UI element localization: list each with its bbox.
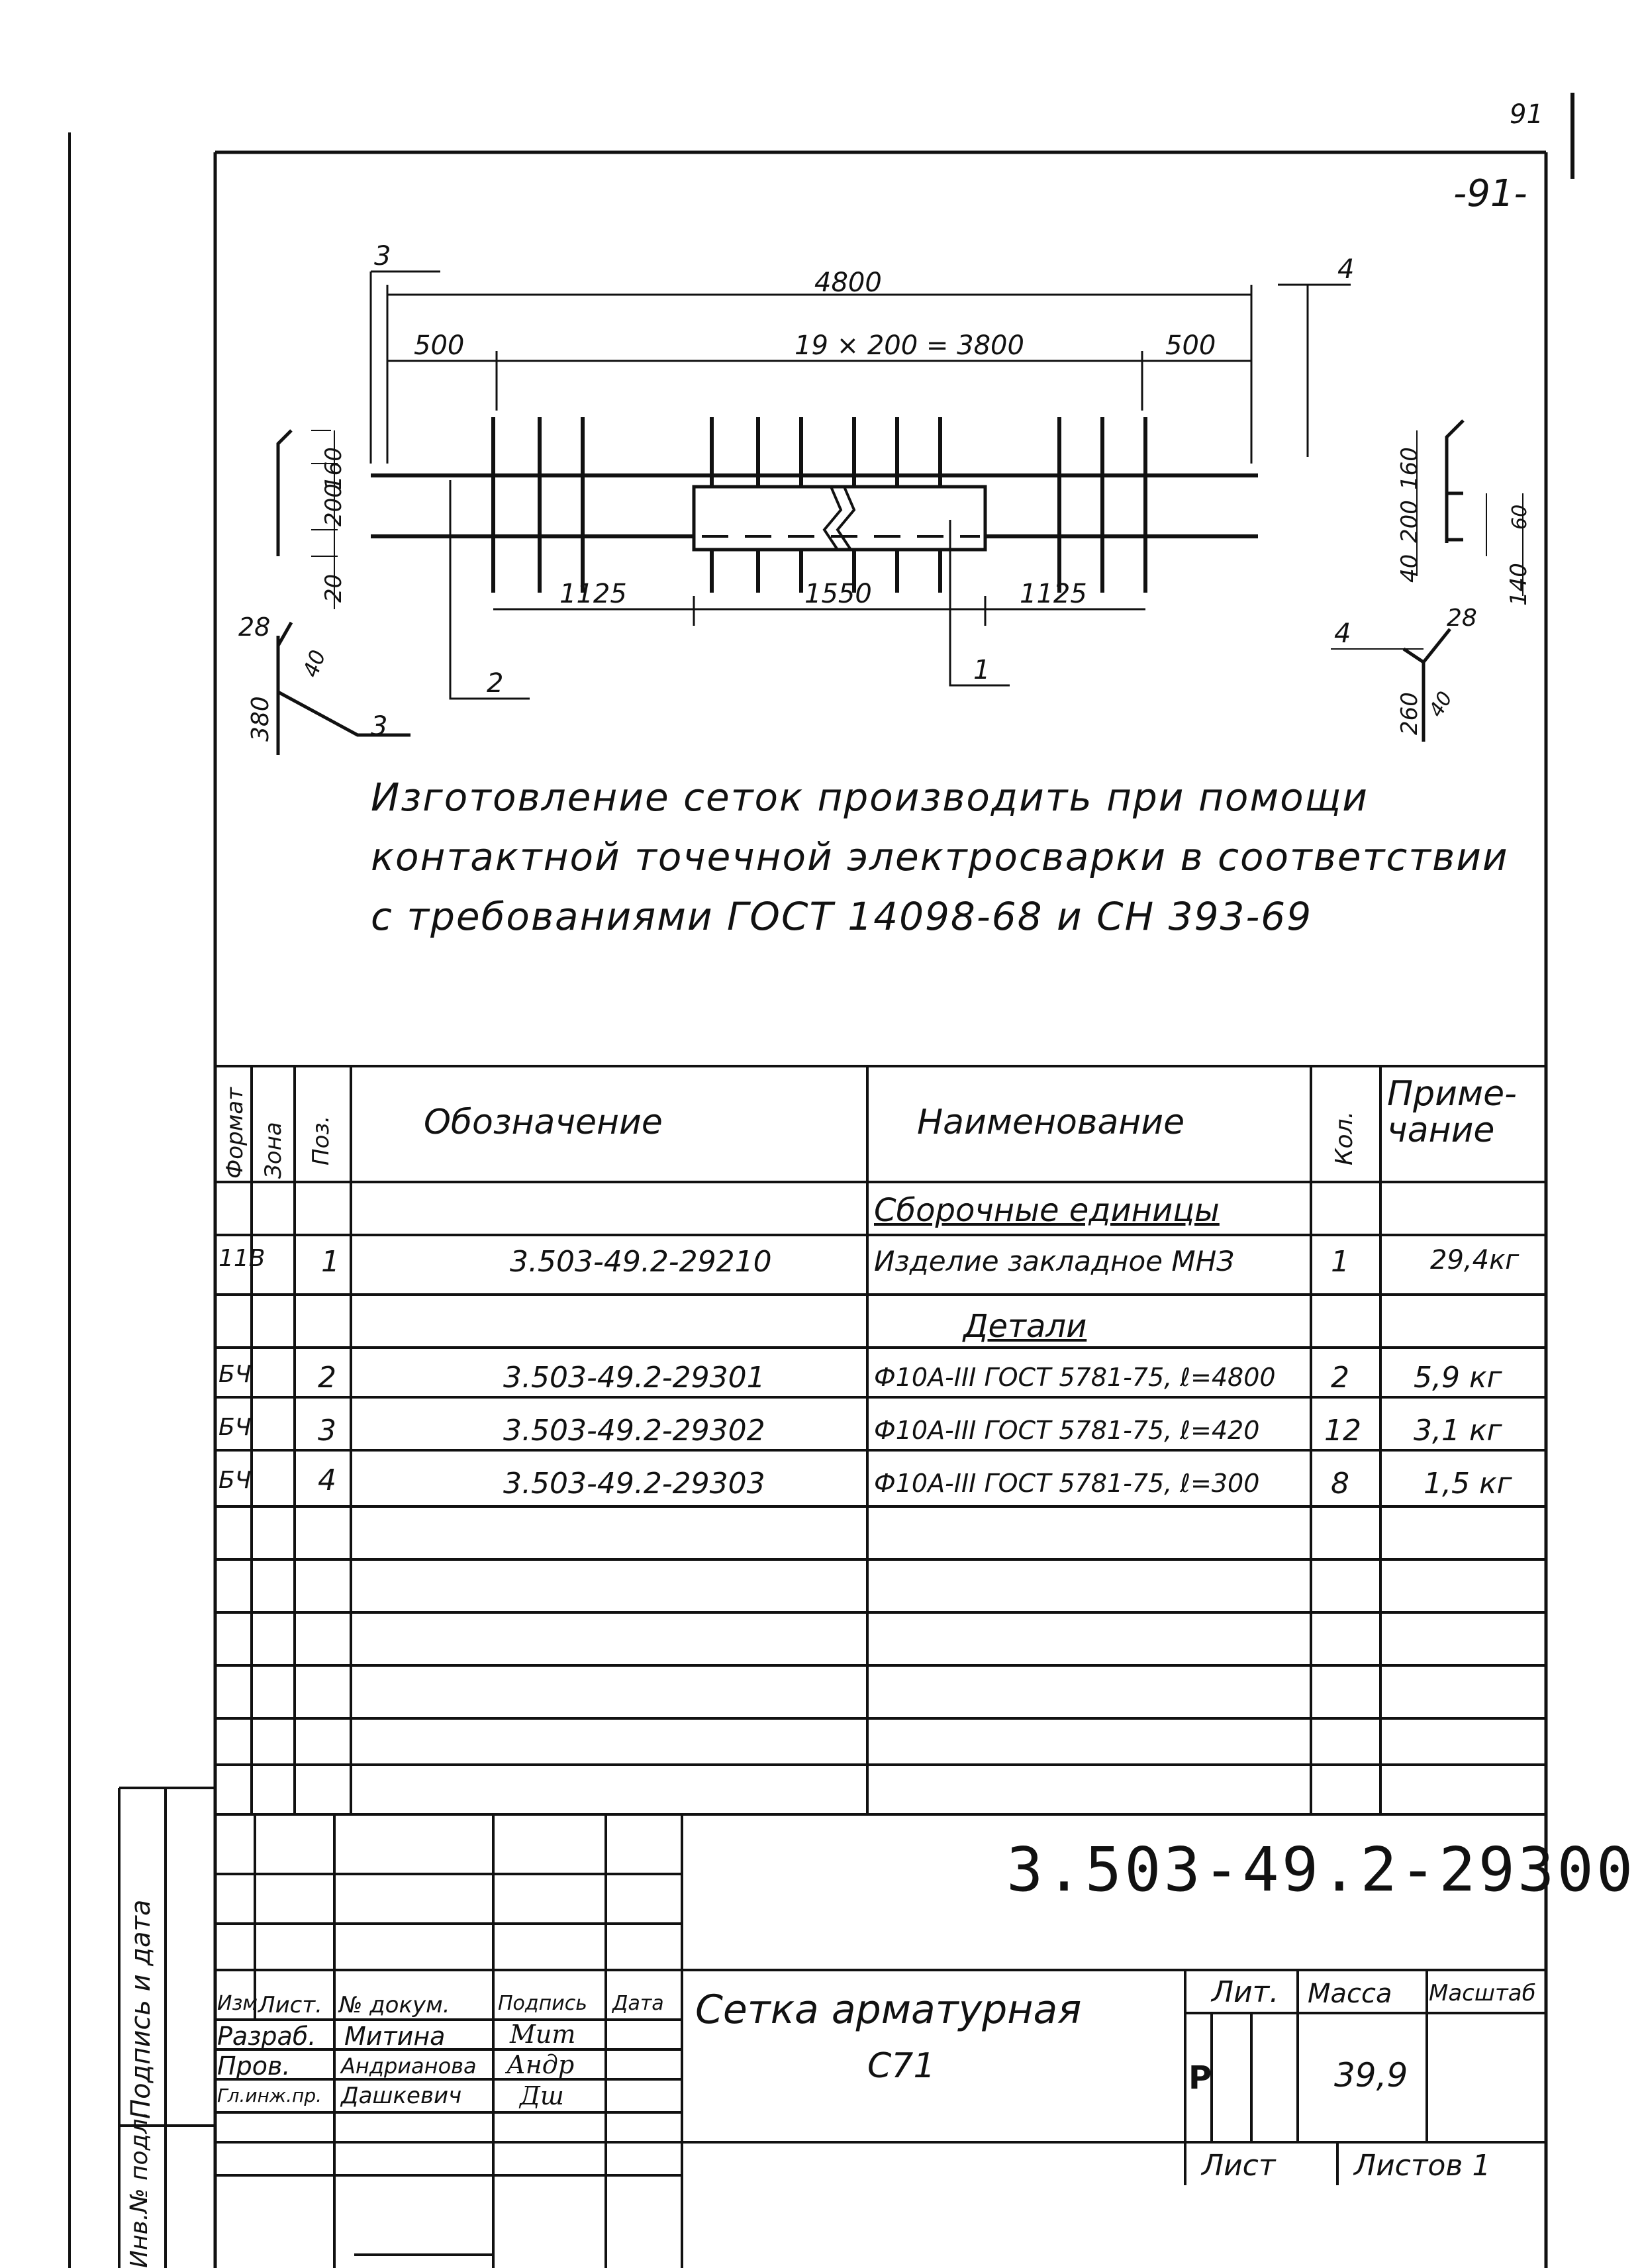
row-name: Ф10А-III ГОСТ 5781-75, ℓ=300 [874, 1469, 1260, 1498]
row-name: Ф10А-III ГОСТ 5781-75, ℓ=4800 [874, 1363, 1276, 1392]
header-note: Приме- чание [1387, 1074, 1517, 1150]
callout-3: 3 [374, 241, 391, 271]
row-designation: 3.503-49.2-29302 [503, 1414, 765, 1448]
lit-value: Р [1188, 2059, 1212, 2096]
callout-1: 1 [973, 655, 990, 685]
callout-4: 4 [1337, 254, 1355, 285]
title-line-1: Сетка арматурная [695, 1987, 1082, 2033]
row-designation: 3.503-49.2-29210 [510, 1245, 772, 1279]
dim-bottom-left: 1125 [559, 579, 627, 609]
header-sign: Подпись [498, 1992, 587, 2015]
header-name: Наименование [917, 1103, 1185, 1142]
handwritten-page-number: -91- [1453, 172, 1527, 215]
dim-left-end: 500 [414, 330, 465, 361]
callout-2: 2 [487, 668, 504, 699]
row-format: БЧ [218, 1414, 252, 1441]
section-assemblies: Сборочные единицы [874, 1192, 1220, 1229]
header-izm: Изм [217, 1992, 258, 2015]
dim-middle: 19 × 200 = 3800 [795, 330, 1024, 361]
header-designation: Обозначение [424, 1103, 663, 1142]
note-line-1: Изготовление сеток производить при помощи [371, 775, 1369, 820]
doc-number: 3.503-49.2-29300 [1006, 1834, 1636, 1905]
callout-4b: 4 [1334, 618, 1351, 649]
mass-label: Масса [1308, 1979, 1392, 2009]
row-qty: 1 [1331, 1245, 1349, 1279]
header-date: Дата [612, 1992, 664, 2015]
header-doc: № докум. [339, 1992, 450, 2018]
row-pos: 2 [318, 1361, 336, 1395]
side-stamp-inv-no: Инв.№ подл. [126, 2111, 153, 2268]
mass-value: 39,9 [1334, 2056, 1408, 2095]
right-d260: 260 [1396, 692, 1423, 735]
right-d160: 160 [1396, 447, 1423, 490]
row-pos: 1 [321, 1245, 340, 1279]
left-d200: 200 [320, 483, 347, 526]
right-d28: 28 [1447, 605, 1477, 632]
sheet-label: Лист [1202, 2149, 1276, 2183]
signature: Мит [510, 2020, 576, 2049]
signature: Дш [520, 2081, 564, 2110]
left-d28: 28 [238, 613, 271, 642]
lit-label: Лит. [1212, 1975, 1279, 2009]
dim-bottom-middle: 1550 [804, 579, 872, 609]
row-name: Изделие закладное МНЗ [874, 1245, 1235, 1277]
dim-right-end: 500 [1165, 330, 1216, 361]
signature: Андр [507, 2050, 575, 2079]
embedded-item [694, 487, 985, 550]
row-qty: 12 [1324, 1414, 1361, 1448]
sheets-label: Листов 1 [1354, 2149, 1491, 2183]
section-parts: Детали [963, 1308, 1087, 1345]
right-d60: 60 [1508, 504, 1531, 530]
dim-total: 4800 [814, 268, 882, 298]
right-d200: 200 [1396, 500, 1423, 543]
right-d140: 140 [1506, 563, 1532, 606]
role: Гл.инж.пр. [217, 2085, 322, 2106]
corner-page-number: 91 [1510, 99, 1543, 130]
role: Пров. [217, 2051, 291, 2081]
row-name: Ф10А-III ГОСТ 5781-75, ℓ=420 [874, 1416, 1260, 1445]
callout-3b: 3 [371, 711, 388, 742]
row-note: 3,1 кг [1414, 1414, 1502, 1448]
row-designation: 3.503-49.2-29301 [503, 1361, 765, 1395]
row-pos: 4 [318, 1463, 336, 1497]
row-note: 5,9 кг [1414, 1361, 1502, 1395]
left-d20: 20 [320, 573, 347, 603]
row-format: 11В [218, 1245, 266, 1272]
right-d40b: 40 [1424, 687, 1458, 721]
person-name: Митина [344, 2022, 446, 2051]
header-format: Формат [222, 1087, 248, 1179]
person-name: Андрианова [341, 2053, 477, 2079]
header-qty: Кол. [1331, 1110, 1358, 1165]
person-name: Дашкевич [341, 2083, 462, 2109]
row-format: БЧ [218, 1361, 252, 1388]
left-d160: 160 [320, 447, 347, 490]
left-d380: 380 [247, 696, 274, 742]
row-note: 1,5 кг [1424, 1467, 1512, 1501]
dim-bottom-right: 1125 [1020, 579, 1087, 609]
header-zone: Зона [260, 1122, 287, 1179]
header-list: Лист. [258, 1992, 322, 2018]
side-stamp-sign-date: Подпись и дата [126, 1899, 156, 2119]
row-pos: 3 [318, 1414, 336, 1448]
header-pos: Поз. [308, 1115, 334, 1165]
row-designation: 3.503-49.2-29303 [503, 1467, 765, 1501]
row-qty: 8 [1331, 1467, 1349, 1501]
left-d40: 40 [297, 646, 331, 681]
row-format: БЧ [218, 1467, 252, 1494]
row-qty: 2 [1331, 1361, 1349, 1395]
row-note: 29,4кг [1430, 1245, 1520, 1275]
note-line-3: с требованиями ГОСТ 14098-68 и СН 393-69 [371, 894, 1313, 939]
right-d40: 40 [1396, 554, 1423, 583]
note-line-2: контактной точечной электросварки в соответствии [371, 834, 1509, 879]
role: Разраб. [217, 2022, 316, 2051]
scale-label: Масштаб [1429, 1980, 1536, 2006]
title-line-2: С71 [867, 2046, 936, 2086]
